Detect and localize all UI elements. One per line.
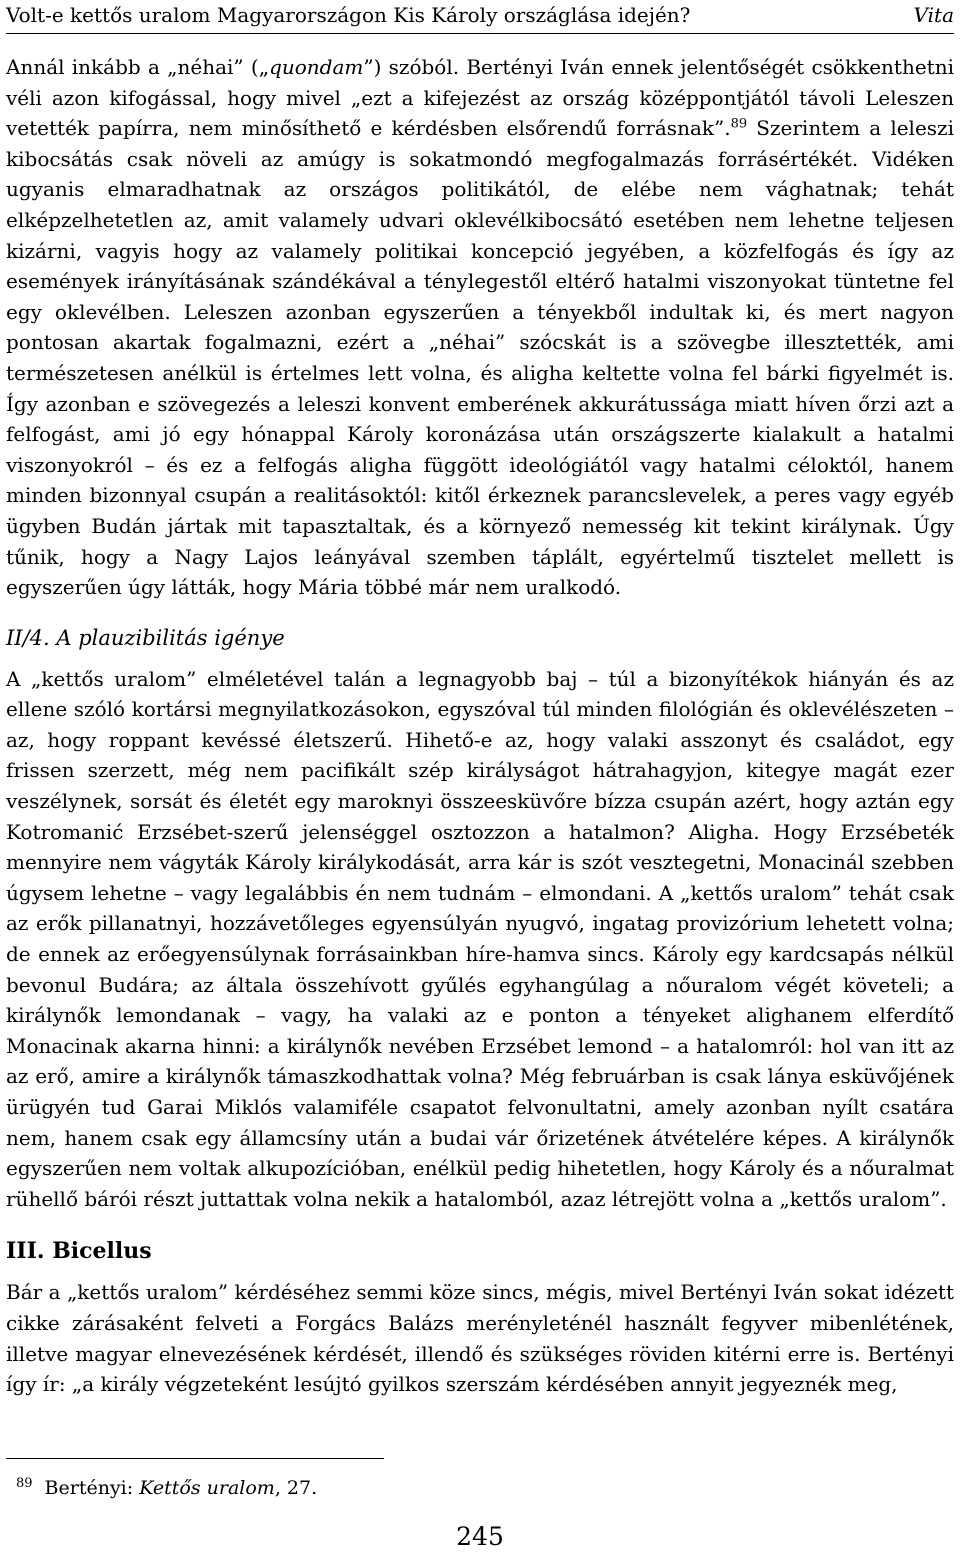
footnote-work: Kettős uralom — [139, 1477, 275, 1499]
paragraph-3: Bár a „kettős uralom” kérdéséhez semmi köze sincs, mégis, mivel Bertényi Iván sokat idézett cikke zárásaként felveti a Forgács Balázs merényleténél használt fegyver mibenlétének, illetve magyar elnevezésének kérdését, illendő és szükséges röviden kitérni erre is. Bertényi így ír: „a király végzeteként lesújtó gyilkos szerszám kérdésében annyit jegyeznék meg, — [6, 1280, 954, 1397]
running-header-title: Volt-e kettős uralom Magyarországon Kis Károly országlása idején? — [6, 3, 691, 27]
quondam-term: quondam — [269, 55, 364, 79]
page-number: 245 — [456, 1522, 504, 1551]
footnote-page: , 27. — [274, 1477, 318, 1499]
section-heading-ii-4-title: A plauzibilitás igénye — [56, 625, 285, 650]
paragraph-1-text-a: Annál inkább a „néhai” („ — [6, 55, 270, 79]
section-heading-ii-4 — [6, 623, 954, 653]
footnote-author: Bertényi: — [44, 1477, 140, 1499]
paragraph-2: A „kettős uralom” elméletével talán a legnagyobb baj – túl a bizonyítékok hiányán és az ellene szóló kortársi megnyilatkozásokon, egyszóval túl minden filológián és oklevélészeten – az, hogy roppant kevéssé életszerű. Hihető-e az, hogy valaki asszonyt és családot, egy frissen szerzett, még nem pacifikált szép királyságot hátrahagyjon, kitegye magát ezer veszélynek, sorsát és életét egy maroknyi összeesküvőre bízza csupán azért, hogy aztán egy Kotromanić Erzsébet-szerű jelenséggel osztozzon a hatalmon? Aligha. Hogy Erzsébeték mennyire nem vágyták Károly királykodását, arra kár is szót vesztegetni, Monacinál szebben úgysem lehetne – vagy legalábbis én nem tudnám – elmondani. A „kettős uralom” tehát csak az erők pillanatnyi, hozzávetőleges egyensúlyán nyugvó, ingatag provizórium lehetett volna; de ennek az erőegyensúlynak forrásainkban híre-hamva sincs. Károly egy kardcsapás nélkül bevonul Budára; az általa összehívott gyűlés egyhangúlag a nőuralom végét követeli; a királynők lemondanak – vagy, ha valaki az e ponton a tényeket alighanem elferdítő Monacinak akarna hinni: a királynők nevében Erzsébet lemond – a hatalomról: hol van itt az az erő, amire a királynők támaszkodhattak volna? Még februárban is csak lánya esküvőjének ürügyén tud Garai Miklós valamiféle csapatot felvonultatni, amely azonban nyílt csatára nem, hanem csak egy államcsíny után a budai vár őrizetének átvételére képes. A királynők egyszerűen nem voltak alkupozícióban, enélkül pedig hihetetlen, hogy Károly és a nőuralmat rühellő bárói részt juttattak volna nekik a hatalomból, azaz létrejött volna a „kettős uralom”. — [6, 666, 954, 1211]
paragraph-1-text-b: ”) szóból. Bertényi Iván ennek jelentőségét csökkenthetni véli azon kifogással, hogy mivel „ezt a kifejezést az ország középpontjától távoli Leleszen vetették papírra, nem minősíthető e kérdésben elsőrendű forrásnak”. — [6, 55, 954, 141]
header-rule — [6, 33, 954, 34]
footnote-89 — [16, 1475, 317, 1501]
section-heading-ii-4-number: II/4. — [6, 625, 50, 650]
running-header-section: Vita — [913, 3, 954, 27]
footnote-rule — [6, 1458, 384, 1459]
paragraph-1-text-c: Szerintem a leleszi kibocsátás csak növeli az amúgy is sokatmondó megfogalmazás forrásértékét. Vidéken ugyanis elmaradhatnak az országos politikától, de elébe nem vághatnak; tehát elképzelhetetlen az, amit valamely udvari oklevélkibocsátó esetében nem lehetne teljesen kizárni, vagyis hogy az valamely politikai koncepció jegyében, a közfelfogás és így az események irányításának szándékával a ténylegestől eltérő hatalmi viszonyokat tüntetne fel egy oklevélben. Leleszen azonban egyszerűen a tényekből indultak ki, és mert nagyon pontosan akartak fogalmazni, ezért a „néhai” szócskát is a szövegbe illesztették, ami természetesen anélkül is értelmes lett volna, és aligha keltette volna fel bárki figyelmét is. Így azonban e szövegezés a leleszi konvent emberének akkurátussága miatt híven őrzi azt a felfogást, ami jó egy hónappal Károly koronázása után országszerte kialakult a hatalmi viszonyokról – és ez a felfogás aligha függött ideológiától vagy hatalmi céloktól, hanem minden bizonnyal csupán a realitásoktól: kitől érkeznek parancslevelek, a peres vagy egyéb ügyben Budán jártak mit tapasztaltak, és a környező nemesség kit tekint királynak. Úgy tűnik, hogy a Nagy Lajos leányával szemben táplált, egyértelmű tisztelet mellett is egyszerűen úgy látták, hogy Mária többé már nem uralkodó. — [6, 116, 954, 600]
body-text — [6, 52, 954, 1400]
paragraph-1 — [6, 52, 954, 603]
footnote-reference[interactable]: 89 — [730, 116, 748, 132]
section-heading-iii: III. Bicellus — [6, 1238, 152, 1265]
running-header — [6, 0, 954, 30]
footnote-number: 89 — [16, 1475, 33, 1491]
